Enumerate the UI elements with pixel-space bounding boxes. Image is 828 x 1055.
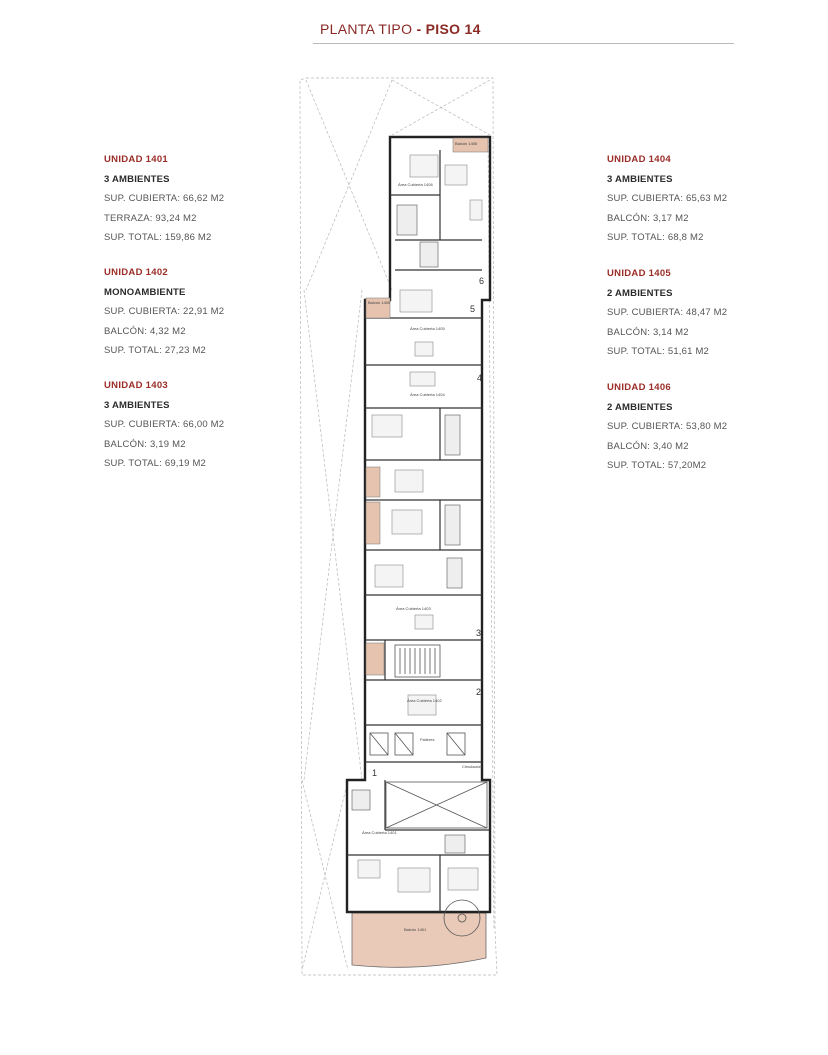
unit-covered-area: SUP. CUBIERTA: 48,47 M2 xyxy=(607,307,728,318)
title-prefix: PLANTA TIPO xyxy=(320,21,413,37)
room-label-palieres: Palieres xyxy=(420,737,435,742)
room-label-circulacion: Circulación xyxy=(462,764,482,769)
room-label-cubierta-1405: Área Cubierta 1405 xyxy=(410,326,445,331)
title-floor: PISO 14 xyxy=(425,21,481,37)
terrace-1401 xyxy=(352,913,486,967)
unit-total-area: SUP. TOTAL: 68,8 M2 xyxy=(607,232,704,243)
unit-marker-3: 3 xyxy=(476,628,482,638)
unit-name: UNIDAD 1404 xyxy=(607,154,672,165)
unit-name: UNIDAD 1402 xyxy=(104,267,169,278)
unit-marker-4: 4 xyxy=(477,373,483,383)
unit-marker-1: 1 xyxy=(372,768,378,778)
room-label-balcon-1401: Balcón 1401 xyxy=(404,927,427,932)
unit-name: UNIDAD 1405 xyxy=(607,268,672,279)
unit-balcony-area: BALCÓN: 3,19 M2 xyxy=(104,438,186,450)
unit-covered-area: SUP. CUBIERTA: 66,00 M2 xyxy=(104,419,225,430)
unit-type: 2 AMBIENTES xyxy=(607,287,673,299)
unit-covered-area: SUP. CUBIERTA: 53,80 M2 xyxy=(607,421,728,432)
unit-marker-5: 5 xyxy=(470,304,476,314)
unit-type: MONOAMBIENTE xyxy=(104,286,186,298)
room-label-cubierta-1404: Área Cubierta 1404 xyxy=(410,392,445,397)
room-label-balcon-1406: Balcón 1406 xyxy=(455,141,478,146)
title-separator: - xyxy=(416,21,422,37)
unit-total-area: SUP. TOTAL: 57,20M2 xyxy=(607,460,707,471)
building-core xyxy=(370,645,487,936)
room-label-cubierta-1401: Área Cubierta 1401 xyxy=(362,830,397,835)
unit-marker-2: 2 xyxy=(476,687,482,697)
unit-type: 2 AMBIENTES xyxy=(607,401,673,413)
unit-balcony-area: BALCÓN: 4,32 M2 xyxy=(104,325,186,337)
room-label-cubierta-1403: Área Cubierta 1403 xyxy=(396,606,431,611)
unit-type: 3 AMBIENTES xyxy=(104,399,170,411)
room-label-cubierta-1406: Área Cubierta 1406 xyxy=(398,182,433,187)
unit-terrace-area: TERRAZA: 93,24 M2 xyxy=(104,212,197,224)
room-label-cubierta-1402: Área Cubierta 1402 xyxy=(407,698,442,703)
unit-marker-6: 6 xyxy=(479,276,485,286)
unit-balcony-area: BALCÓN: 3,14 M2 xyxy=(607,326,689,338)
unit-name: UNIDAD 1403 xyxy=(104,380,169,391)
unit-total-area: SUP. TOTAL: 69,19 M2 xyxy=(104,458,207,469)
unit-covered-area: SUP. CUBIERTA: 22,91 M2 xyxy=(104,306,225,317)
unit-name: UNIDAD 1401 xyxy=(104,154,169,165)
unit-balcony-area: BALCÓN: 3,40 M2 xyxy=(607,440,689,452)
unit-name: UNIDAD 1406 xyxy=(607,382,672,393)
unit-type: 3 AMBIENTES xyxy=(607,173,673,185)
unit-balcony-area: BALCÓN: 3,17 M2 xyxy=(607,212,689,224)
unit-covered-area: SUP. CUBIERTA: 66,62 M2 xyxy=(104,193,225,204)
unit-total-area: SUP. TOTAL: 159,86 M2 xyxy=(104,232,212,243)
unit-covered-area: SUP. CUBIERTA: 65,63 M2 xyxy=(607,193,728,204)
unit-total-area: SUP. TOTAL: 51,61 M2 xyxy=(607,346,710,357)
unit-total-area: SUP. TOTAL: 27,23 M2 xyxy=(104,345,207,356)
unit-type: 3 AMBIENTES xyxy=(104,173,170,185)
room-label-balcon-1405: Balcón 1405 xyxy=(368,300,391,305)
